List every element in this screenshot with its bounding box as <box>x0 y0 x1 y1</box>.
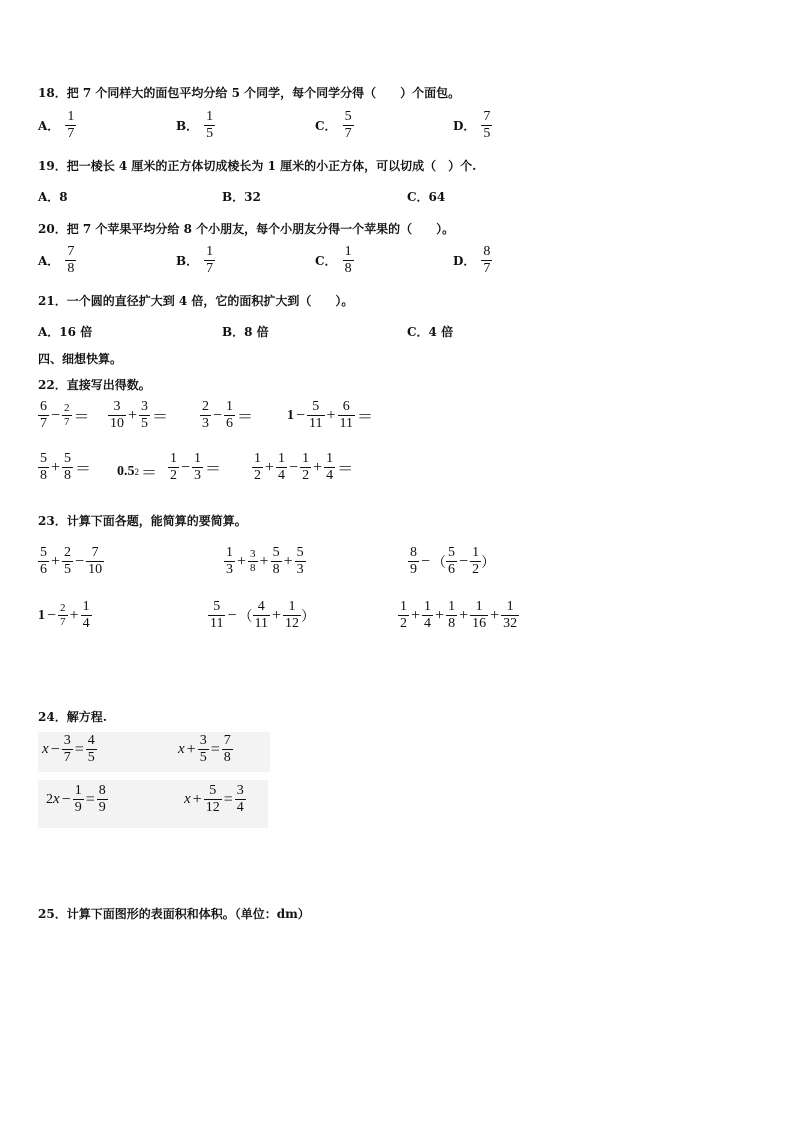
variable-x: x <box>184 791 191 807</box>
q20-stem: 20．把 7 个苹果平均分给 8 个小朋友，每个小朋友分得一个苹果的（ ）。 <box>38 222 455 236</box>
fraction: $\frac{8}{9}$ <box>410 545 417 577</box>
minus-sign: − <box>47 606 57 624</box>
q23-expr-6 <box>398 600 519 631</box>
q18-stem: 18．把 7 个同样大的面包平均分给 5 个同学，每个同学分得（ ）个面包。 <box>38 86 461 100</box>
plus-sign: + <box>411 606 421 624</box>
q22-expr-3 <box>200 400 255 431</box>
fraction: $\frac{1}{2}$ <box>400 599 407 631</box>
fraction: $\frac{5}{11}$ <box>210 599 224 631</box>
option-label: A． <box>38 119 60 133</box>
fraction: $\frac{3}{8}$ <box>250 548 256 574</box>
plus-sign: + <box>237 552 247 570</box>
equals-sign: ＝ <box>205 461 222 478</box>
fraction: $\frac{7}{5}$ <box>483 109 491 141</box>
minus-sign: − <box>50 740 60 758</box>
minus-sign: − <box>227 606 237 624</box>
fraction: $\frac{1}{4}$ <box>82 599 90 631</box>
left-paren: （ <box>238 609 253 625</box>
q21-option-a[interactable]: A．16 倍 <box>38 325 93 339</box>
q23-stem: 23．计算下面各题，能简算的要简算。 <box>38 514 247 528</box>
fraction: $\frac{2}{7}$ <box>60 602 66 628</box>
q20-option-a[interactable] <box>38 245 76 276</box>
minus-sign: − <box>289 458 299 476</box>
equals-sign: ＝ <box>73 409 90 426</box>
q22-expr-2 <box>108 400 170 431</box>
fraction: $\frac{6}{7}$ <box>40 399 47 431</box>
fraction: $\frac{1}{16}$ <box>472 599 487 631</box>
equals-sign: = <box>85 790 95 808</box>
equals-sign: = <box>223 790 233 808</box>
option-label: A． <box>38 254 60 268</box>
fraction: $\frac{3}{4}$ <box>236 783 244 815</box>
fraction: $\frac{1}{2}$ <box>170 451 177 483</box>
minus-sign: − <box>421 552 431 570</box>
plus-sign: + <box>259 552 269 570</box>
fraction: $\frac{1}{9}$ <box>74 783 82 815</box>
q18-option-c[interactable] <box>315 110 354 141</box>
option-label: D． <box>453 119 476 133</box>
fraction: $\frac{2}{5}$ <box>64 545 72 577</box>
q22-stem: 22．直接写出得数。 <box>38 378 151 392</box>
q24-eq-4 <box>184 784 246 815</box>
q18-option-a[interactable] <box>38 110 76 141</box>
plus-sign: + <box>186 740 196 758</box>
plus-sign: + <box>128 406 138 424</box>
plus-sign: + <box>313 458 323 476</box>
whole-number: 1 <box>287 407 294 423</box>
q23-expr-2 <box>224 546 306 577</box>
q25-stem: 25．计算下面图形的表面积和体积。（单位：dm） <box>38 907 310 921</box>
minus-sign: − <box>213 406 223 424</box>
q19-option-b[interactable]: B．32 <box>222 190 261 204</box>
plus-sign: + <box>490 606 500 624</box>
fraction: $\frac{3}{5}$ <box>199 733 207 765</box>
equals-sign: ＝ <box>141 465 158 482</box>
plus-sign: + <box>435 606 445 624</box>
q22-expr-5 <box>38 452 93 483</box>
q19-option-c[interactable]: C．64 <box>407 190 446 204</box>
coefficient: 2 <box>46 791 53 807</box>
fraction: $\frac{8}{7}$ <box>483 244 491 276</box>
fraction: $\frac{1}{6}$ <box>226 399 234 431</box>
fraction: $\frac{1}{2}$ <box>254 451 261 483</box>
minus-sign: − <box>51 406 61 424</box>
variable-x: x <box>53 791 60 807</box>
decimal-number: 0.5 <box>117 463 135 479</box>
plus-sign: + <box>283 552 293 570</box>
fraction: $\frac{1}{4}$ <box>326 451 334 483</box>
variable-x: x <box>178 741 185 757</box>
exponent: 2 <box>134 466 139 477</box>
q23-expr-1 <box>38 546 104 577</box>
q24-eq-3 <box>46 784 108 815</box>
minus-sign: − <box>181 458 191 476</box>
fraction: $\frac{7}{8}$ <box>223 733 231 765</box>
q21-option-c[interactable]: C．4 倍 <box>407 325 454 339</box>
fraction: $\frac{5}{11}$ <box>309 399 323 431</box>
q22-expr-7 <box>168 452 223 483</box>
q24-eq-1 <box>42 734 97 765</box>
fraction: $\frac{5}{6}$ <box>40 545 47 577</box>
fraction: $\frac{2}{3}$ <box>202 399 209 431</box>
fraction: $\frac{7}{8}$ <box>67 244 75 276</box>
option-label: B． <box>176 119 199 133</box>
fraction: $\frac{1}{3}$ <box>194 451 202 483</box>
q19-stem: 19．把一棱长 4 厘米的正方体切成棱长为 1 厘米的小正方体，可以切成（ ）个. <box>38 159 477 173</box>
q22-expr-1 <box>38 400 92 431</box>
plus-sign: + <box>51 458 61 476</box>
fraction: $\frac{5}{12}$ <box>205 783 220 815</box>
q22-expr-6 <box>117 460 159 483</box>
fraction: $\frac{1}{4}$ <box>278 451 286 483</box>
q24-stem: 24．解方程. <box>38 710 107 724</box>
equals-sign: ＝ <box>75 461 92 478</box>
fraction: $\frac{3}{5}$ <box>141 399 149 431</box>
minus-sign: − <box>75 552 85 570</box>
plus-sign: + <box>192 790 202 808</box>
fraction: $\frac{3}{10}$ <box>110 399 124 431</box>
fraction: $\frac{5}{8}$ <box>40 451 47 483</box>
q23-expr-4 <box>38 600 92 631</box>
fraction: $\frac{1}{2}$ <box>472 545 480 577</box>
equals-sign: = <box>74 740 84 758</box>
equals-sign: ＝ <box>237 409 254 426</box>
equals-sign: ＝ <box>337 461 354 478</box>
right-paren: ） <box>301 609 316 625</box>
plus-sign: + <box>69 606 79 624</box>
fraction: $\frac{5}{8}$ <box>272 545 280 577</box>
plus-sign: + <box>51 552 61 570</box>
minus-sign: − <box>61 790 71 808</box>
q24-eq-2 <box>178 734 233 765</box>
q22-expr-8 <box>252 452 355 483</box>
option-label: B． <box>176 254 199 268</box>
option-label: C． <box>315 254 337 268</box>
fraction: $\frac{1}{5}$ <box>206 109 214 141</box>
q21-option-b[interactable]: B．8 倍 <box>222 325 269 339</box>
fraction: $\frac{1}{3}$ <box>226 545 233 577</box>
section-heading: 四、细想快算。 <box>38 352 123 366</box>
variable-x: x <box>42 741 49 757</box>
fraction: $\frac{5}{3}$ <box>296 545 304 577</box>
plus-sign: + <box>326 406 336 424</box>
fraction: $\frac{6}{11}$ <box>339 399 354 431</box>
q18-option-b[interactable] <box>176 110 215 141</box>
fraction: $\frac{1}{2}$ <box>302 451 310 483</box>
fraction: $\frac{5}{8}$ <box>64 451 72 483</box>
fraction: $\frac{7}{10}$ <box>88 545 103 577</box>
plus-sign: + <box>272 606 282 624</box>
fraction: $\frac{1}{8}$ <box>448 599 456 631</box>
fraction: $\frac{1}{8}$ <box>344 244 352 276</box>
q20-option-c[interactable] <box>315 245 354 276</box>
fraction: $\frac{4}{5}$ <box>87 733 95 765</box>
option-label: D． <box>453 254 476 268</box>
minus-sign: − <box>459 552 469 570</box>
plus-sign: + <box>265 458 275 476</box>
equals-sign: ＝ <box>357 409 374 426</box>
fraction: $\frac{4}{11}$ <box>254 599 268 631</box>
fraction: $\frac{5}{7}$ <box>344 109 352 141</box>
equals-sign: = <box>210 740 220 758</box>
equals-sign: ＝ <box>152 409 169 426</box>
plus-sign: + <box>459 606 469 624</box>
fraction: $\frac{1}{7}$ <box>206 244 214 276</box>
fraction: $\frac{2}{7}$ <box>64 402 70 428</box>
minus-sign: − <box>296 406 306 424</box>
fraction: $\frac{1}{7}$ <box>67 109 75 141</box>
option-label: C． <box>315 119 337 133</box>
q19-option-a[interactable]: A．8 <box>38 190 68 204</box>
fraction: $\frac{3}{7}$ <box>63 733 71 765</box>
q23-expr-3 <box>408 546 495 577</box>
q23-expr-5 <box>208 600 315 631</box>
fraction: $\frac{1}{32}$ <box>503 599 518 631</box>
whole-number: 1 <box>38 607 45 623</box>
q20-option-b[interactable] <box>176 245 215 276</box>
q21-stem: 21．一个圆的直径扩大到 4 倍，它的面积扩大到（ ）。 <box>38 294 354 308</box>
left-paren: （ <box>432 555 447 571</box>
q22-expr-4 <box>287 400 375 431</box>
right-paren: ） <box>481 555 496 571</box>
fraction: $\frac{1}{12}$ <box>285 599 300 631</box>
fraction: $\frac{8}{9}$ <box>98 783 106 815</box>
fraction: $\frac{1}{4}$ <box>424 599 432 631</box>
q20-option-d[interactable] <box>453 245 492 276</box>
fraction: $\frac{5}{6}$ <box>448 545 456 577</box>
q18-option-d[interactable] <box>453 110 492 141</box>
